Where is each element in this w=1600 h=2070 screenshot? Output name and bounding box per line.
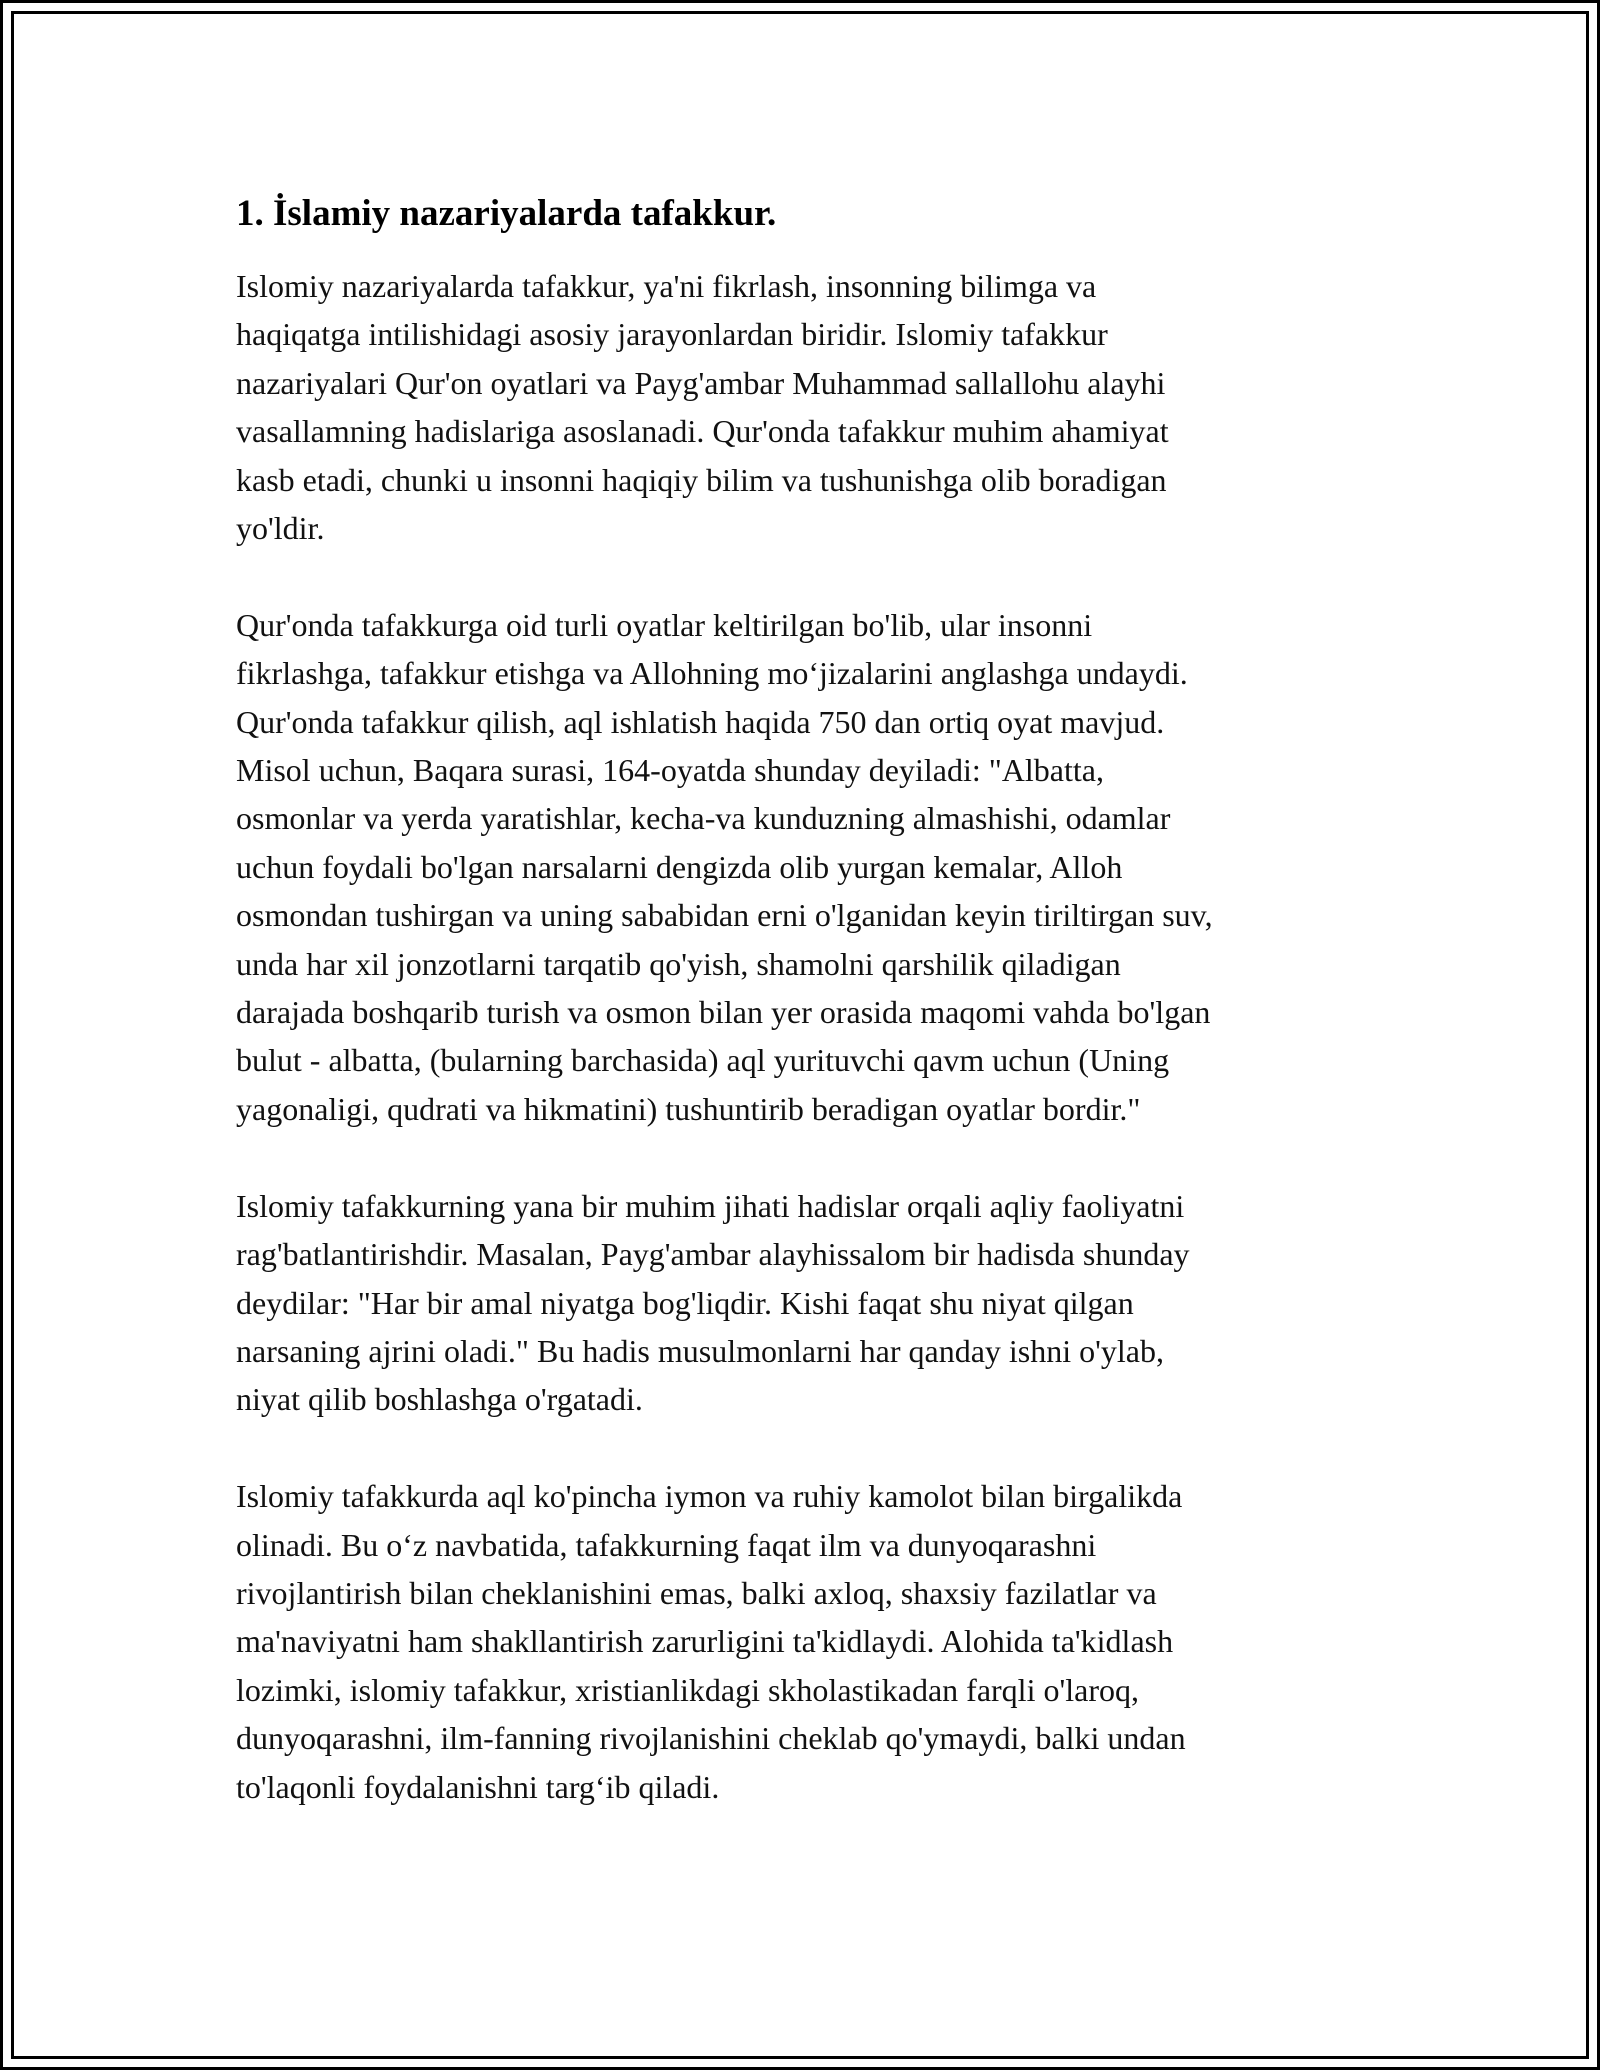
text-line: lozimki, islomiy tafakkur, xristianlikdagi skholastikadan farqli o'laroq,: [236, 1671, 1139, 1708]
text-line: narsaning ajrini oladi." Bu hadis musulmonlarni har qanday ishni o'ylab,: [236, 1332, 1164, 1369]
text-line: yagonaligi, qudrati va hikmatini) tushuntirib beradigan oyatlar bordir.": [236, 1090, 1141, 1127]
text-line: bulut - albatta, (bularning barchasida) aql yurituvchi qavm uchun (Uning: [236, 1042, 1170, 1079]
text-line: olinadi. Bu o‘z navbatida, tafakkurning faqat ilm va dunyoqarashni: [236, 1526, 1097, 1563]
text-line: osmonlar va yerda yaratishlar, kecha-va kunduzning almashishi, odamlar: [236, 800, 1171, 837]
document-body: [236, 188, 1376, 1859]
text-line: haqiqatga intilishidagi asosiy jarayonlardan biridir. Islomiy tafakkur: [236, 316, 1108, 353]
text-line: Qur'onda tafakkurga oid turli oyatlar keltirilgan bo'lib, ular insonni: [236, 606, 1093, 643]
text-line: Islomiy tafakkurda aql ko'pincha iymon va ruhiy kamolot bilan birgalikda: [236, 1478, 1183, 1515]
text-line: rivojlantirish bilan cheklanishini emas, balki axloq, shaxsiy fazilatlar va: [236, 1574, 1157, 1611]
text-line: uchun foydali bo'lgan narsalarni dengizda olib yurgan kemalar, Alloh: [236, 848, 1123, 885]
text-line: fikrlashga, tafakkur etishga va Allohning mo‘jizalarini anglashga undaydi.: [236, 655, 1188, 692]
paragraph-4: [236, 1472, 1376, 1811]
text-line: Islomiy tafakkurning yana bir muhim jihati hadislar orqali aqliy faoliyatni: [236, 1187, 1185, 1224]
text-line: vasallamning hadislariga asoslanadi. Qur'onda tafakkur muhim ahamiyat: [236, 413, 1169, 450]
paragraph-2: [236, 601, 1376, 1133]
text-line: nazariyalari Qur'on oyatlari va Payg'ambar Muhammad sallallohu alayhi: [236, 364, 1166, 401]
text-line: Islomiy nazariyalarda tafakkur, ya'ni fikrlash, insonning bilimga va: [236, 268, 1097, 304]
text-line: deydilar: "Har bir amal niyatga bog'liqdir. Kishi faqat shu niyat qilgan: [236, 1284, 1134, 1321]
text-line: niyat qilib boshlashga o'rgatadi.: [236, 1381, 643, 1418]
text-line: ma'naviyatni ham shakllantirish zarurligini ta'kidlaydi. Alohida ta'kidlash: [236, 1623, 1174, 1660]
text-line: osmondan tushirgan va uning sababidan erni o'lganidan keyin tiriltirgan suv,: [236, 897, 1213, 934]
text-line: unda har xil jonzotlarni tarqatib qo'yish, shamolni qarshilik qiladigan: [236, 945, 1121, 982]
paragraph-3: [236, 1182, 1376, 1424]
paragraph-1: [236, 262, 1376, 552]
text-line: Qur'onda tafakkur qilish, aql ishlatish haqida 750 dan ortiq oyat mavjud.: [236, 703, 1165, 740]
text-line: yo'ldir.: [236, 510, 325, 547]
text-line: Misol uchun, Baqara surasi, 164-oyatda shunday deyiladi: "Albatta,: [236, 752, 1104, 789]
text-line: dunyoqarashni, ilm-fanning rivojlanishini cheklab qo'ymaydi, balki undan: [236, 1720, 1186, 1757]
text-line: kasb etadi, chunki u insonni haqiqiy bilim va tushunishga olib boradigan: [236, 461, 1167, 498]
text-line: darajada boshqarib turish va osmon bilan yer orasida maqomi vahda bo'lgan: [236, 994, 1211, 1031]
text-line: rag'batlantirishdir. Masalan, Payg'ambar alayhissalom bir hadisda shunday: [236, 1236, 1190, 1273]
section-heading: 1. İslamiy nazariyalarda tafakkur.: [236, 193, 777, 234]
text-line: to'laqonli foydalanishni targ‘ib qiladi.: [236, 1768, 720, 1805]
